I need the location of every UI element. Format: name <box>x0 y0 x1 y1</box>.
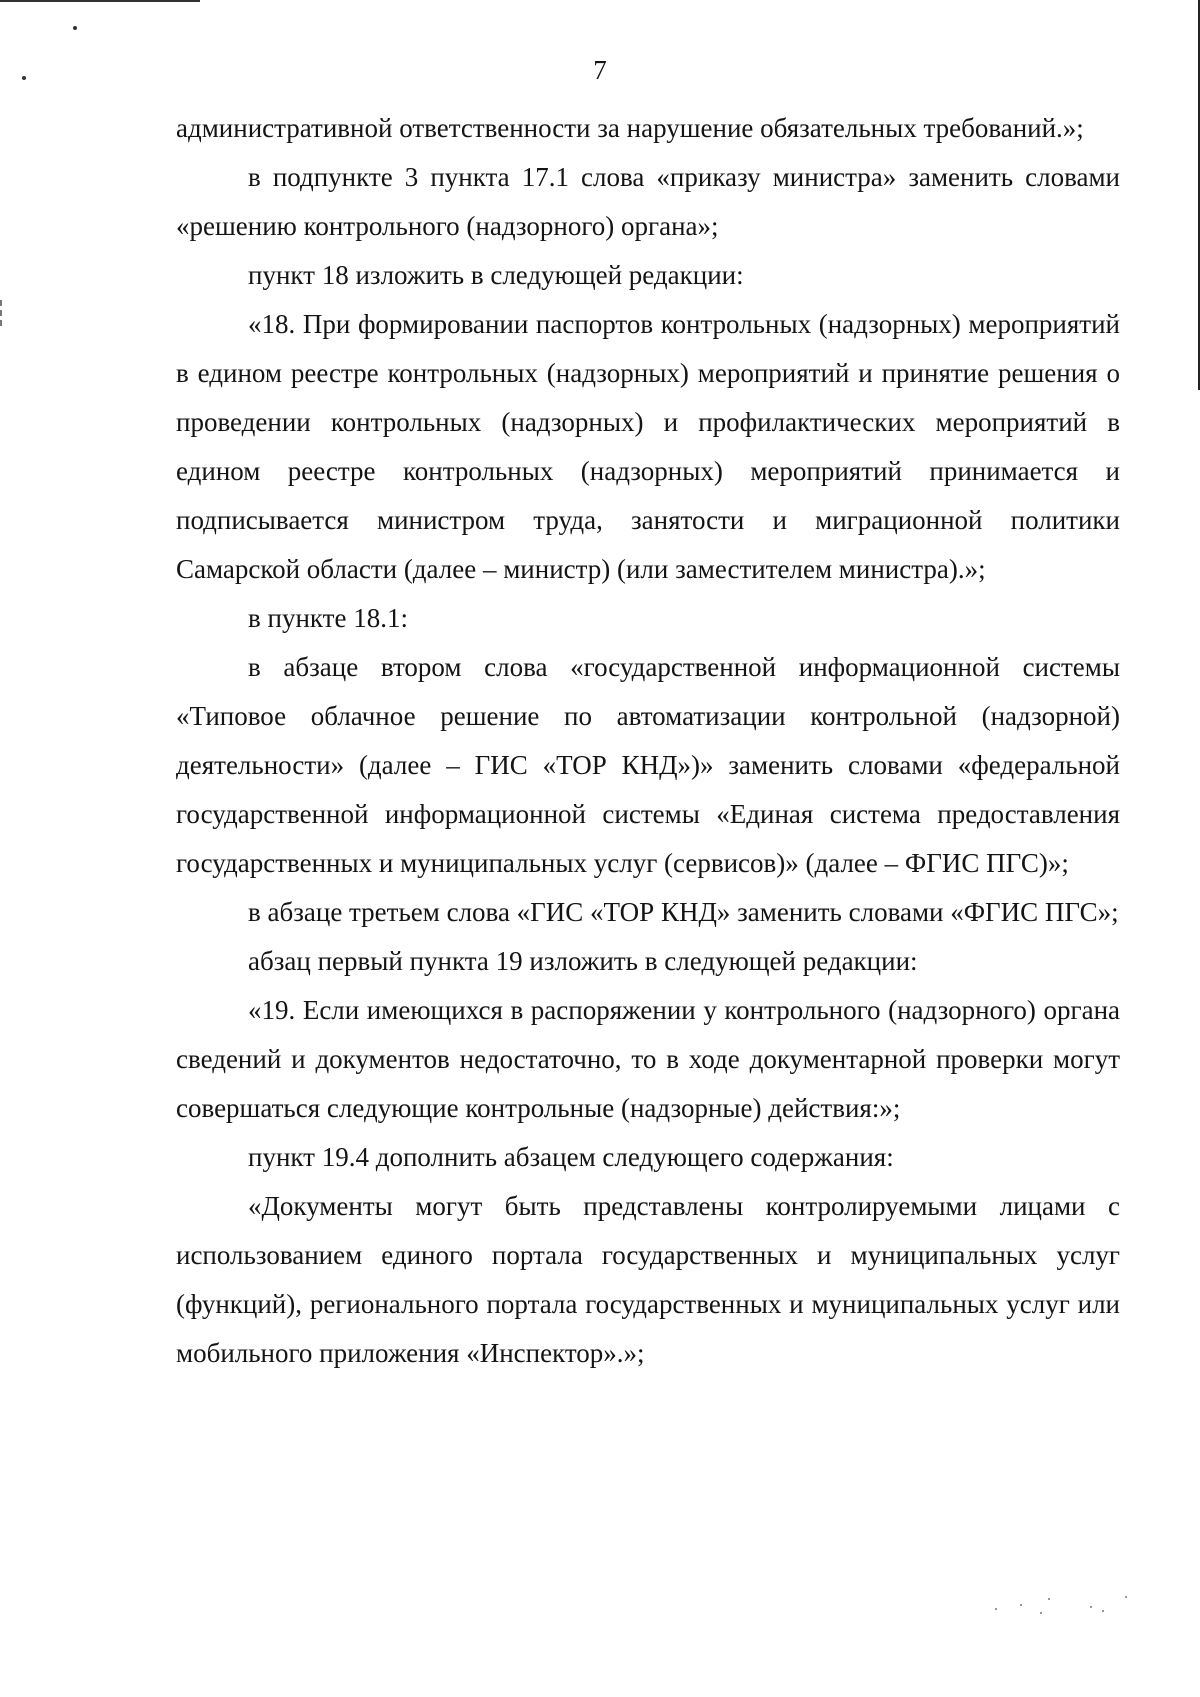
scan-artifact-top-line <box>0 0 200 2</box>
paragraph: административной ответственности за нарушение обязательных требований.»; <box>176 113 1084 143</box>
paragraph: «19. Если имеющихся в распоряжении у контрольного (надзорного) органа сведений и документов недостаточно, то в ходе документарной проверки могут совершаться следующие контрольные (надзорные) действия:»; <box>176 995 1120 1123</box>
paragraph: в абзаце третьем слова «ГИС «ТОР КНД» заменить словами «ФГИС ПГС»; <box>248 897 1119 927</box>
paragraph: «18. При формировании паспортов контрольных (надзорных) мероприятий в едином реестре контрольных (надзорных) мероприятий и принятие решения о проведении контрольных (надзорных) и профилактических мероприятий в едином реестре контрольных (надзорных) мероприятий принимается и подписывается министром труда, занятости и миграционной политики Самарской области (далее – министр) (или заместителем министра).»; <box>176 309 1120 584</box>
paragraph: в пункте 18.1: <box>248 603 408 633</box>
document-body <box>176 104 1120 1378</box>
paragraph: пункт 19.4 дополнить абзацем следующего содержания: <box>248 1142 894 1172</box>
paragraph: в подпункте 3 пункта 17.1 слова «приказу министра» заменить словами «решению контрольного (надзорного) органа»; <box>176 162 1120 241</box>
scan-artifact-speckle <box>990 1590 1140 1620</box>
page-number: 7 <box>593 55 607 85</box>
scan-artifact-left-marks <box>0 300 4 326</box>
scan-artifact-dot <box>73 26 77 30</box>
paragraph: абзац первый пункта 19 изложить в следующей редакции: <box>248 946 918 976</box>
paragraph: «Документы могут быть представлены контролируемыми лицами с использованием единого портала государственных и муниципальных услуг (функций), регионального портала государственных и муниципальных услуг или мобильного приложения «Инспектор».»; <box>176 1191 1120 1368</box>
paragraph: пункт 18 изложить в следующей редакции: <box>248 260 744 290</box>
paragraph: в абзаце втором слова «государственной информационной системы «Типовое облачное решение по автоматизации контрольной (надзорной) деятельности» (далее – ГИС «ТОР КНД»)» заменить словами «федеральной государственной информационной системы «Единая система предоставления государственных и муниципальных услуг (сервисов)» (далее – ФГИС ПГС)»; <box>176 652 1120 878</box>
